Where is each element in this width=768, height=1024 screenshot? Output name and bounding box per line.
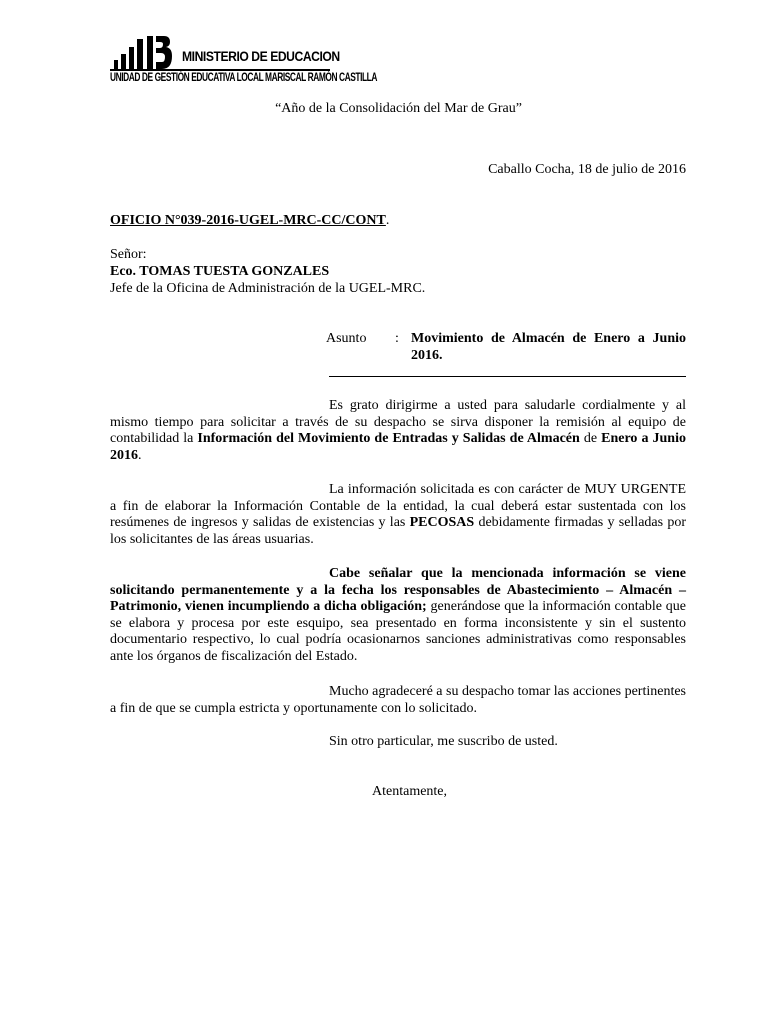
year-motto: “Año de la Consolidación del Mar de Grau”: [275, 101, 522, 116]
document-reference: OFICIO N°039-2016-UGEL-MRC-CC/CONT.: [110, 213, 390, 228]
recipient-name: Eco. TOMAS TUESTA GONZALES: [110, 264, 330, 279]
subject-label: Asunto: [326, 331, 367, 346]
subject-divider: [329, 376, 686, 377]
closing-line: Sin otro particular, me suscribo de usted.: [329, 734, 558, 749]
unit-name: UNIDAD DE GESTIÓN EDUCATIVA LOCAL MARISCAL RAMÓN CASTILLA: [110, 72, 377, 84]
salutation: Señor:: [110, 247, 147, 262]
body-paragraph-4: Mucho agradeceré a su despacho tomar las acciones pertinentes a fin de que se cumpla estricta y oportunamente con lo solicitado.: [110, 684, 686, 716]
sign-off: Atentamente,: [372, 784, 448, 799]
ministry-logo: [110, 36, 377, 90]
ministry-emblem-icon: [110, 36, 180, 70]
subject-text: Movimiento de Almacén de Enero a Junio 2016.: [411, 331, 686, 363]
subject-separator: :: [395, 331, 399, 346]
body-paragraph-2: La información solicitada es con carácter de MUY URGENTE a fin de elaborar la Información Contable de la entidad, la cual deberá estar sustentada con los resúmenes de ingresos y salidas de existencias y las PECOSAS debidamente firmadas y selladas por los solicitantes de las áreas usuarias.: [110, 482, 686, 547]
recipient-role: Jefe de la Oficina de Administración de la UGEL-MRC.: [110, 281, 426, 296]
ministry-name: MINISTERIO DE EDUCACION: [182, 49, 340, 64]
letter-date: Caballo Cocha, 18 de julio de 2016: [488, 162, 686, 177]
body-paragraph-1: Es grato dirigirme a usted para saludarle cordialmente y al mismo tiempo para solicitar a través de su despacho se sirva disponer la remisión al equipo de contabilidad la Información del Movimiento de Entradas y Salidas de Almacén de Enero a Junio 2016.: [110, 398, 686, 463]
reference-number: OFICIO N°039-2016-UGEL-MRC-CC/CONT: [110, 213, 386, 228]
body-paragraph-3: Cabe señalar que la mencionada información se viene solicitando permanentemente y a la fecha los responsables de Abastecimiento – Almacén – Patrimonio, vienen incumpliendo a dicha obligación; generándose que la información contable que se elabora y procesa por este esquipo, sea presentado en forma inconsistente y sin el sustento documentario respectivo, lo cual podría ocasionarnos sanciones administrativas como responsables ante los órganos de fiscalización del Estado.: [110, 566, 687, 664]
